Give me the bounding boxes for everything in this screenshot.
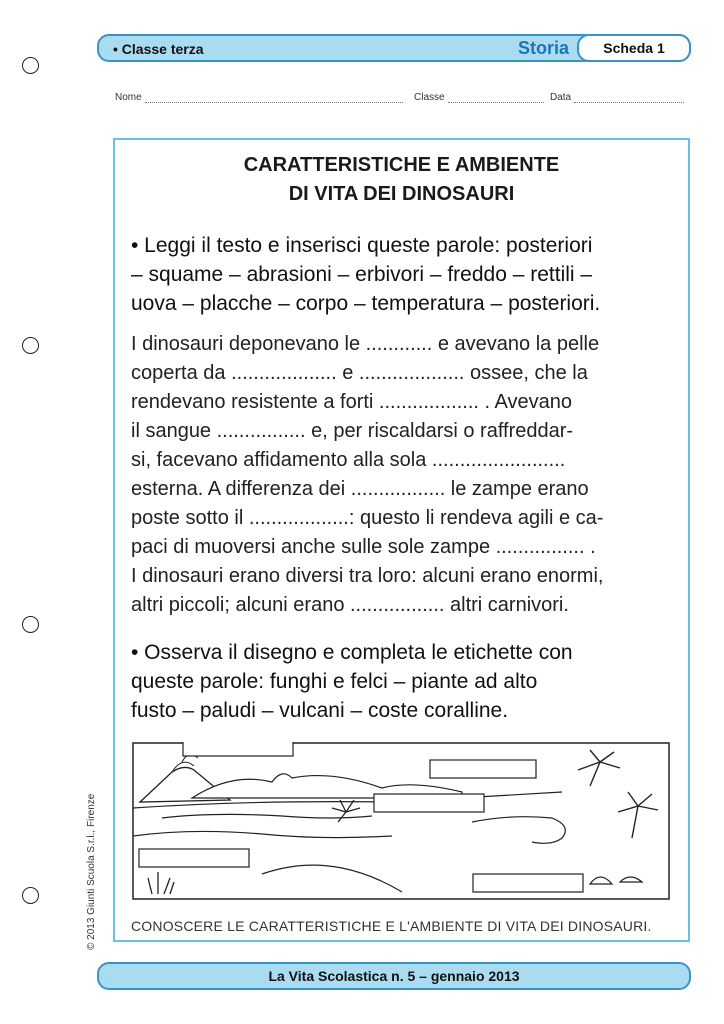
class-label: Classe: [414, 92, 445, 103]
date-label: Data: [550, 92, 572, 103]
worksheet-title-line-2: DI VITA DEI DINOSAURI: [288, 183, 515, 205]
label-box-coste: [430, 760, 536, 778]
passage-line: il sangue ................ e, per riscaldarsi o raffreddar-: [131, 420, 574, 442]
label-box-volcani: [183, 742, 293, 756]
instruction-observe-drawing: [131, 638, 676, 725]
instruction-line: • Osserva il disegno e completa le etichette con: [131, 641, 573, 664]
passage-line: rendevano resistente a forti .................. . Avevano: [131, 391, 572, 413]
learning-objective-caption: CONOSCERE LE CARATTERISTICHE E L'AMBIENTE DI VITA DEI DINOSAURI.: [131, 918, 652, 934]
passage-line: altri piccoli; alcuni erano ................. altri carnivori.: [131, 594, 569, 616]
name-line[interactable]: [145, 93, 403, 103]
date-field[interactable]: [550, 92, 684, 103]
fill-in-passage: [131, 330, 676, 620]
label-box-piante: [374, 794, 484, 812]
name-field[interactable]: [115, 92, 403, 103]
subject-label: Storia: [517, 38, 569, 58]
copyright-notice: © 2013 Giunti Scuola S.r.l., Firenze: [86, 793, 97, 950]
binder-hole: [22, 337, 39, 354]
binder-hole: [22, 616, 39, 633]
date-line[interactable]: [574, 93, 684, 103]
header-bar: [97, 34, 691, 62]
label-box-paludi: [139, 849, 249, 867]
passage-line: poste sotto il ..................: questo li rendeva agili e ca-: [131, 507, 604, 529]
instruction-line: queste parole: funghi e felci – piante ad alto: [131, 670, 538, 693]
worksheet-title-line-1: CARATTERISTICHE E AMBIENTE: [243, 154, 560, 176]
passage-line: coperta da ................... e ................... ossee, che la: [131, 362, 588, 384]
passage-line: si, facevano affidamento alla sola ........................: [131, 449, 566, 471]
worksheet-box: [113, 138, 690, 942]
sheet-label: Scheda 1: [577, 34, 691, 62]
class-line[interactable]: [448, 93, 544, 103]
grade-label: • Classe terza: [113, 41, 204, 57]
passage-line: I dinosauri erano diversi tra loro: alcuni erano enormi,: [131, 565, 604, 587]
passage-line: paci di muoversi anche sulle sole zampe ................ .: [131, 536, 596, 558]
passage-line: I dinosauri deponevano le ............ e avevano la pelle: [131, 333, 600, 355]
instruction-read-text: [131, 231, 676, 318]
instruction-line: uova – placche – corpo – temperatura – posteriori.: [131, 292, 601, 315]
prehistoric-landscape-illustration: [132, 742, 670, 900]
footer-bar: La Vita Scolastica n. 5 – gennaio 2013: [97, 962, 691, 990]
name-label: Nome: [115, 92, 142, 103]
binder-hole: [22, 887, 39, 904]
label-box-funghi: [473, 874, 583, 892]
class-field[interactable]: [414, 92, 544, 103]
instruction-line: – squame – abrasioni – erbivori – freddo – rettili –: [131, 263, 593, 286]
instruction-line: fusto – paludi – vulcani – coste coralline.: [131, 699, 509, 722]
binder-hole: [22, 57, 39, 74]
instruction-line: • Leggi il testo e inserisci queste parole: posteriori: [131, 234, 593, 257]
student-fields: [115, 92, 691, 106]
passage-line: esterna. A differenza dei ................. le zampe erano: [131, 478, 589, 500]
